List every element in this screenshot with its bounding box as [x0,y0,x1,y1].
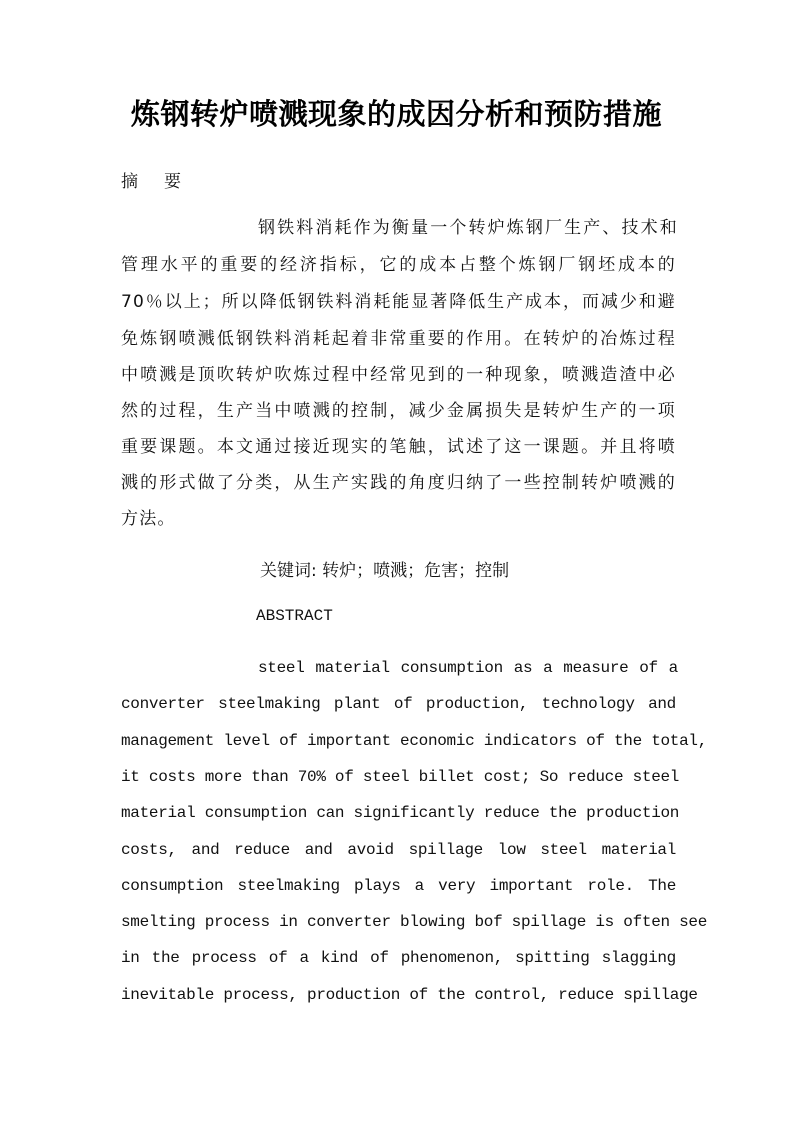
keywords: 关键词: 转炉；喷溅；危害；控制 [260,561,510,581]
abstract-en-line: converter steelmaking plant of production, technology and [121,695,676,713]
document-title: 炼钢转炉喷溅现象的成因分析和预防措施 [130,97,662,131]
abstract-en-line: consumption steelmaking plays a very important role. The [121,877,676,895]
abstract-en-line: costs, and reduce and avoid spillage low steel material [121,841,676,859]
abstract-en-line: it costs more than 70% of steel billet cost; So reduce steel [121,768,680,786]
abstract-cn-line: 免炼钢喷溅低钢铁料消耗起着非常重要的作用。在转炉的冶炼过程 [121,329,676,349]
abstract-cn-line: 钢铁料消耗作为衡量一个转炉炼钢厂生产、技术和 [258,218,678,238]
abstract-en-line: material consumption can significantly reduce the production [121,804,680,822]
abstract-en-line: in the process of a kind of phenomenon, spitting slagging [121,949,676,967]
abstract-cn-line: 管理水平的重要的经济指标，它的成本占整个炼钢厂钢坯成本的 [121,255,676,275]
abstract-en-line: steel material consumption as a measure of a [258,659,678,677]
abstract-cn-line: 中喷溅是顶吹转炉吹炼过程中经常见到的一种现象，喷溅造渣中必 [121,365,676,385]
abstract-heading-en: ABSTRACT [256,607,333,625]
abstract-cn-line: 然的过程，生产当中喷溅的控制，减少金属损失是转炉生产的一项 [121,401,676,421]
abstract-heading-cn: 摘要 [121,172,207,192]
abstract-cn-line: 重要课题。本文通过接近现实的笔触，试述了这一课题。并且将喷 [121,437,676,457]
abstract-cn-line: 溅的形式做了分类，从生产实践的角度归纳了一些控制转炉喷溅的 [121,473,676,493]
abstract-en-line: management level of important economic indicators of the total, [121,732,707,750]
abstract-en-line: smelting process in converter blowing bof spillage is often see [121,913,707,931]
abstract-en-line: inevitable process, production of the control, reduce spillage [121,986,698,1004]
abstract-cn-line: 方法。 [121,509,176,529]
abstract-cn-line: 70％以上；所以降低钢铁料消耗能显著降低生产成本，而减少和避 [121,292,676,312]
